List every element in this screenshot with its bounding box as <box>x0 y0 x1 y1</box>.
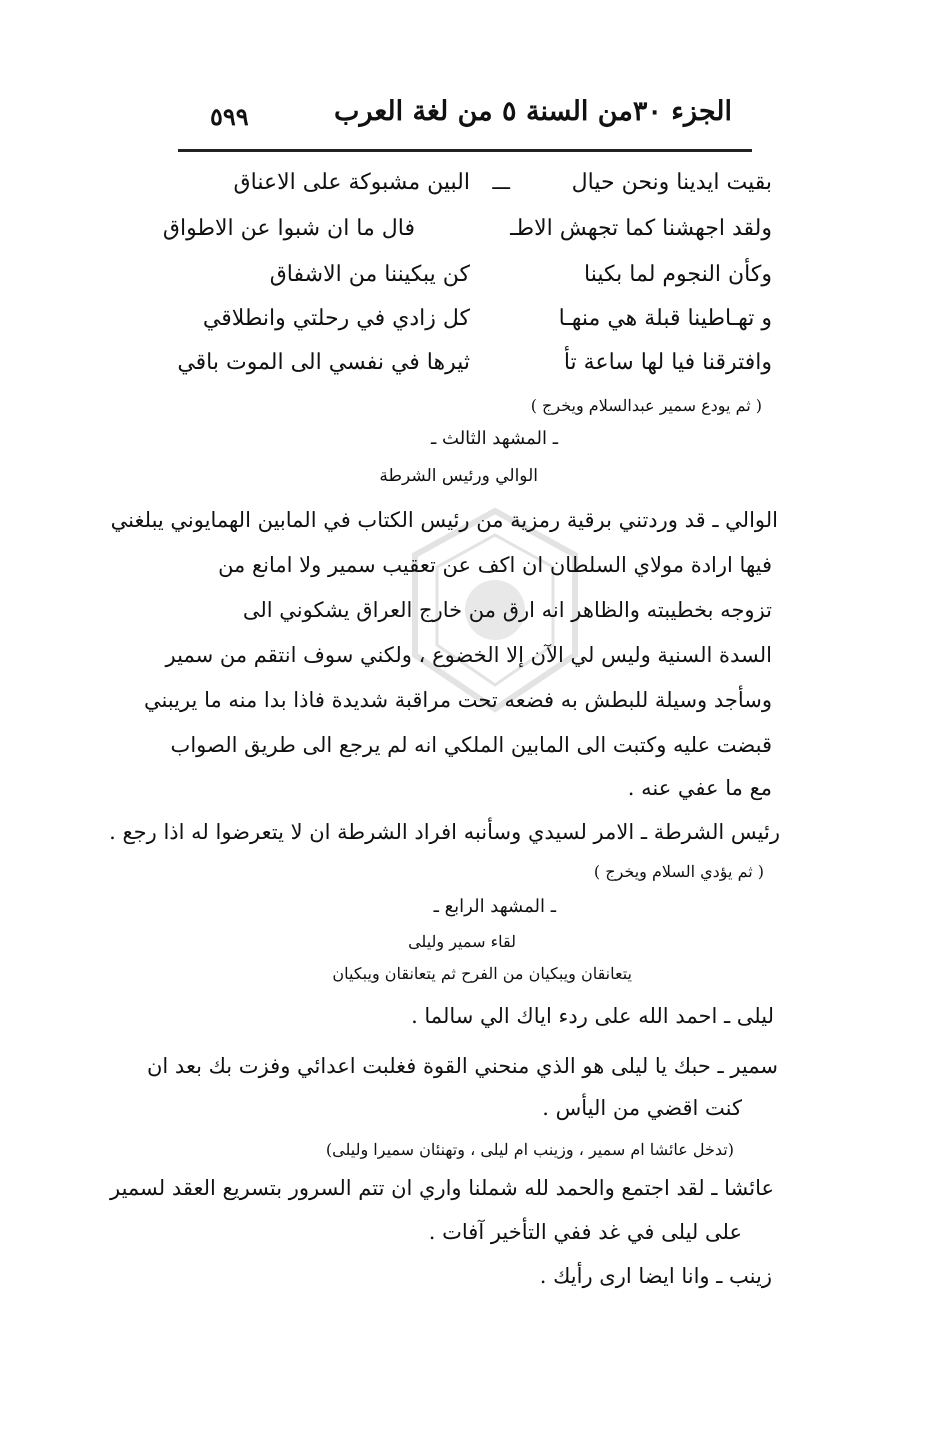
header-rule <box>178 149 752 152</box>
verse-3-first-hemistich: وكأن النجوم لما بكينا <box>584 262 772 287</box>
verse-3-second-hemistich: كن يبكيننا من الاشفاق <box>269 262 470 287</box>
speech-aisha-line-2: على ليلى في غد ففي التأخير آفات . <box>428 1220 742 1244</box>
verse-5-second-hemistich: ثيرها في نفسي الى الموت باقي <box>177 350 470 375</box>
speech-zaynab: زينب ـ وانا ايضا ارى رأيك . <box>539 1264 772 1288</box>
scene-4-direction: يتعانقان ويبكيان من الفرح ثم يتعانقان ويبكيان <box>332 964 632 983</box>
speech-wali-line-1: الوالي ـ قد وردتني برقية رمزية من رئيس الكتاب في المابين الهمايوني يبلغني <box>110 508 778 532</box>
verse-2-second-hemistich: فال ما ان شبوا عن الاطواق <box>162 216 415 241</box>
verse-1-first-hemistich: بقيت ايدينا ونحن حيال <box>571 170 772 195</box>
speech-wali-line-4: السدة السنية وليس لي الآن إلا الخضوع ، ولكني سوف انتقم من سمير <box>165 643 772 667</box>
verse-5-first-hemistich: وافترقنا فيا لها ساعة تأ <box>563 350 772 375</box>
page-number: ٥٩٩ <box>210 102 249 131</box>
verse-4-first-hemistich: و تهـاطينا قبلة هي منهـا <box>558 306 772 331</box>
scene-4-subtitle: لقاء سمير وليلى <box>408 932 516 951</box>
verse-1-second-hemistich: البين مشبوكة على الاعناق <box>233 170 470 195</box>
speech-wali-line-2: فيها ارادة مولاي السلطان ان اكف عن تعقيب سمير ولا امانع من <box>218 553 772 577</box>
speech-layla: ليلى ـ احمد الله على ردء اياك الي سالما . <box>411 1004 774 1028</box>
verse-2-first-hemistich: ولقد اجهشنا كما تجهش الاطـ <box>510 216 772 241</box>
speech-police-chief: رئيس الشرطة ـ الامر لسيدي وسأنبه افراد الشرطة ان لا يتعرضوا له اذا رجع . <box>109 820 780 844</box>
speech-samir-line-1: سمير ـ حبك يا ليلى هو الذي منحني القوة فغلبت اعدائي وفزت بك بعد ان <box>146 1054 778 1078</box>
speech-wali-line-5: وسأجد وسيلة للبطش به فضعه تحت مراقبة شديدة فاذا بدا منه ما يريبني <box>143 688 772 712</box>
scene-3-title: ـ المشهد الثالث ـ <box>431 428 558 449</box>
stage-direction: ( ثم يودع سمير عبدالسلام ويخرج ) <box>530 396 762 415</box>
stage-direction: (تدخل عائشا ام سمير ، وزينب ام ليلى ، وتهنئان سميرا وليلى) <box>325 1140 734 1159</box>
speech-aisha-line-1: عائشا ـ لقد اجتمع والحمد لله شملنا واري ان تتم السرور بتسريع العقد لسمير <box>109 1176 774 1200</box>
scene-4-title: ـ المشهد الرابع ـ <box>433 896 556 917</box>
speech-samir-line-2: كنت اقضي من اليأس . <box>542 1096 742 1120</box>
stage-direction: ( ثم يؤدي السلام ويخرج ) <box>593 862 764 881</box>
verse-4-second-hemistich: كل زادي في رحلتي وانطلاقي <box>202 306 470 331</box>
verse-1-separator: ـــ <box>492 170 510 194</box>
speech-wali-line-6: قبضت عليه وكتبت الى المابين الملكي انه لم يرجع الى طريق الصواب <box>170 733 772 757</box>
speech-wali-line-3: تزوجه بخطيبته والظاهر انه ارق من خارج العراق يشكوني الى <box>242 598 772 622</box>
scene-3-characters: الوالي ورئيس الشرطة <box>379 466 538 486</box>
running-header-title: الجزء ٣٠من السنة ٥ من لغة العرب <box>334 96 732 127</box>
speech-wali-line-7: مع ما عفي عنه . <box>627 776 772 800</box>
